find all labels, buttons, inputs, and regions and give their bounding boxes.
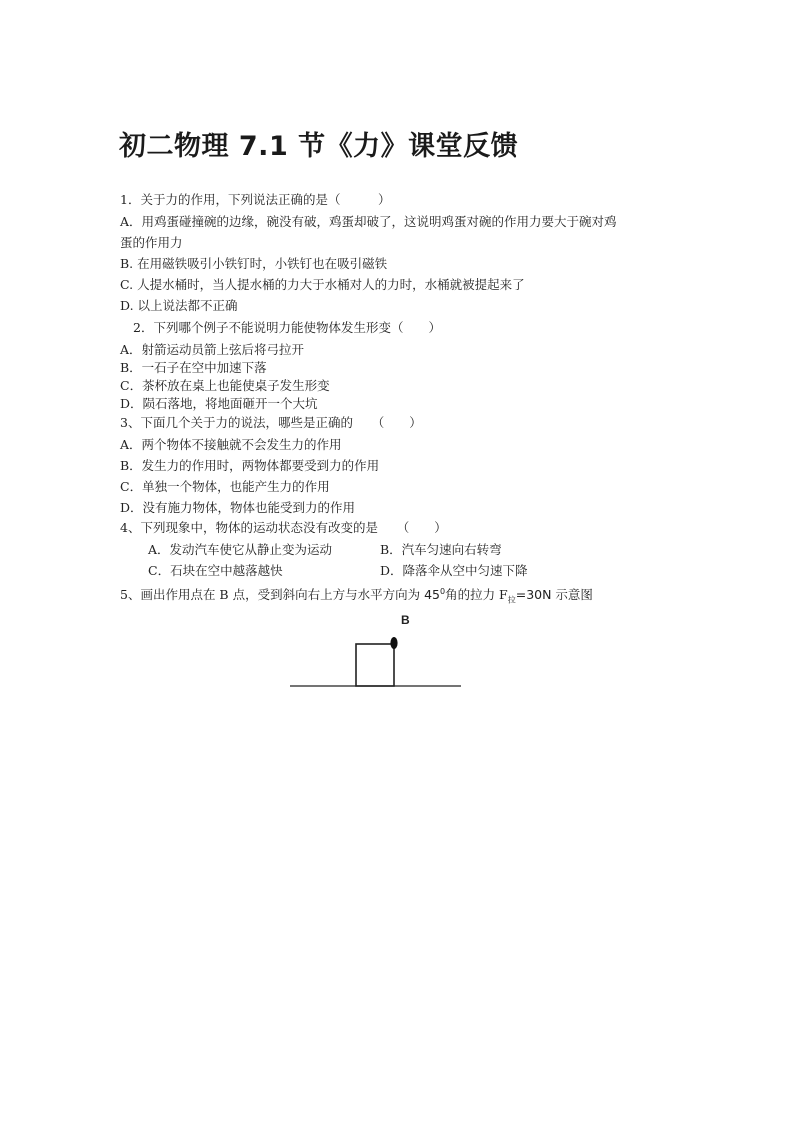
q2-option-a: A．射箭运动员箭上弦后将弓拉开 (120, 342, 305, 357)
page-title: 初二物理 7.1 节《力》课堂反馈 (119, 131, 519, 162)
q3-option-b: B．发生力的作用时，两物体都要受到力的作用 (120, 458, 380, 473)
force-diagram (280, 606, 480, 696)
q5-stem (120, 584, 593, 609)
q1-option-d: D. 以上说法都不正确 (120, 298, 238, 313)
q1-stem: 1．关于力的作用，下列说法正确的是（ ） (120, 192, 391, 207)
q2-option-c: C．茶杯放在桌上也能使桌子发生形变 (120, 378, 330, 393)
q5-angle: 45 (424, 587, 440, 603)
q5-stem-pre: 5、画出作用点在 B 点，受到斜向右上方与水平方向为 (120, 587, 425, 603)
q4-option-d: D．降落伞从空中匀速下降 (380, 563, 528, 578)
q5-degree-sup: 0 (439, 587, 446, 596)
q3-stem: 3、下面几个关于力的说法，哪些是正确的 （ ） (120, 415, 422, 430)
q4-option-c: C．石块在空中越落越快 (148, 563, 283, 578)
q5-stem-post: =30N 示意图 (515, 587, 593, 603)
q1-option-a-line1: A．用鸡蛋碰撞碗的边缘，碗没有破，鸡蛋却破了，这说明鸡蛋对碗的作用力要大于碗对鸡 (120, 214, 617, 229)
q1-option-c: C. 人提水桶时，当人提水桶的力大于水桶对人的力时，水桶就被提起来了 (120, 277, 525, 292)
q4-option-b: B．汽车匀速向右转弯 (380, 542, 502, 557)
q2-option-d: D．陨石落地，将地面砸开一个大坑 (120, 396, 318, 411)
block (356, 644, 394, 686)
q3-option-c: C．单独一个物体，也能产生力的作用 (120, 479, 330, 494)
q1-option-b: B. 在用磁铁吸引小铁钉时，小铁钉也在吸引磁铁 (120, 256, 388, 271)
q1-option-a-line2: 蛋的作用力 (120, 235, 183, 250)
q2-stem: 2．下列哪个例子不能说明力能使物体发生形变（ ） (133, 320, 441, 335)
q5-force-subscript: 拉 (507, 595, 516, 605)
q2-option-b: B．一石子在空中加速下落 (120, 360, 267, 375)
q5-stem-mid: 角的拉力 F (445, 587, 508, 603)
q4-option-a: A．发动汽车使它从静止变为运动 (148, 542, 333, 557)
q4-stem: 4、下列现象中，物体的运动状态没有改变的是 （ ） (120, 520, 447, 535)
point-b-label: B (401, 613, 410, 627)
q3-option-d: D．没有施力物体，物体也能受到力的作用 (120, 500, 356, 515)
q3-option-a: A．两个物体不接触就不会发生力的作用 (120, 437, 342, 452)
point-b-marker (390, 637, 397, 649)
